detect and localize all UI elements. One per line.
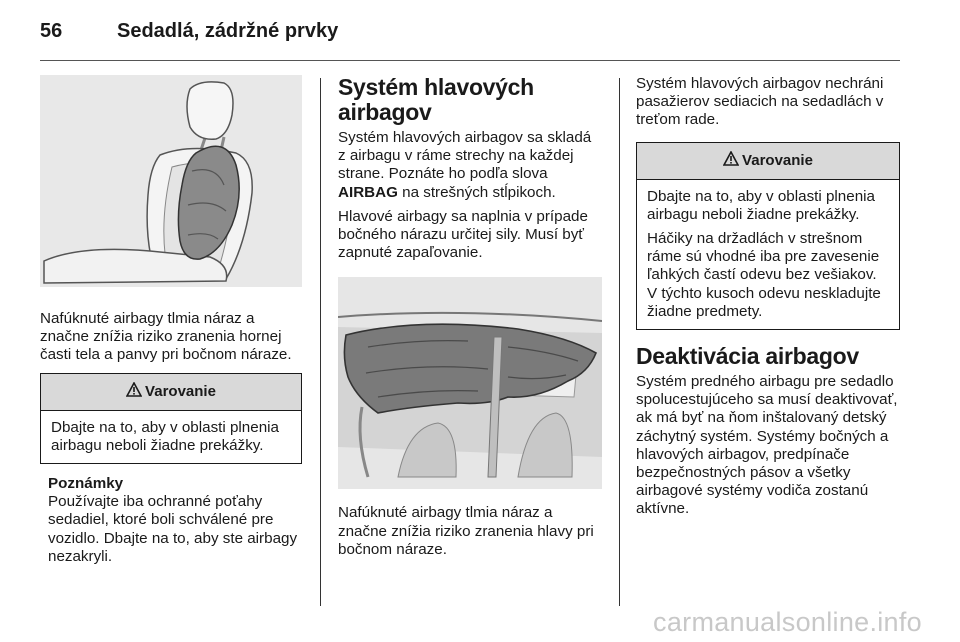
warning-title: Varovanie [145,383,216,401]
paragraph-text: Systém hlavových airbagov sa skladá z airbagu v ráme strechy na každej strane. Poznáte ho podľa slova [338,129,592,183]
curtain-airbag-figure [338,277,602,489]
body-paragraph [338,129,602,202]
seat-illustration [40,75,302,287]
curtain-airbag-illustration [338,277,602,489]
column-divider-left [320,78,321,606]
page-title: Sedadlá, zádržné prvky [117,20,339,42]
note-block [40,475,302,566]
header-rule [40,60,900,61]
column-left [40,75,302,566]
warning-box [40,373,302,464]
figure-caption: Nafúknuté airbagy tlmia náraz a značne znížia riziko zranenia hlavy pri bočnom náraze. [338,504,594,558]
warning-body [41,411,301,463]
column-divider-right [619,78,620,606]
body-paragraph: Systém predného airbagu pre sedadlo spolucestujúceho sa musí deaktivovať, ak má byť na ňom inštalovaný detský záchytný systém. Systémy bočných a hlavových airbagov, predpínače bezpečnostných pásov a všetky airbagové systémy vodiča zostanú aktívne. [636,373,898,518]
body-paragraph: Systém hlavových airbagov nechráni pasažierov sediacich na sedadlách v treťom rade. [636,75,884,129]
note-title: Poznámky [48,475,124,493]
warning-title: Varovanie [742,152,813,170]
airbag-label: AIRBAG [338,183,398,201]
warning-text: Háčiky na držadlách v strešnom ráme sú vhodné iba pre zavesenie ľahkých častí odevu bez vešiakov. V týchto kusoch odevu neskladujte žiadne predmety. [647,230,881,320]
section-heading: Systém hlavových airbagov [338,74,534,125]
seat-airbag-figure [40,75,302,287]
paragraph-text: na strešných stĺpikoch. [397,183,556,201]
body-paragraph: Hlavové airbagy sa naplnia v prípade bočného nárazu určitej sily. Musí byť zapnuté zapaľovanie. [338,207,588,262]
column-middle [338,75,602,559]
warning-box [636,142,900,330]
warning-text: Dbajte na to, aby v oblasti plnenia airbagu neboli žiadne prekážky. [51,418,279,454]
figure-caption: Nafúknuté airbagy tlmia náraz a značne znížia riziko zranenia hornej časti tela a panvy pri bočnom náraze. [40,310,292,364]
section-heading: Deaktivácia airbagov [636,343,859,370]
warning-text: Dbajte na to, aby v oblasti plnenia airbagu neboli žiadne prekážky. [647,187,875,223]
warning-triangle-icon [126,382,142,401]
note-text: Používajte iba ochranné poťahy sedadiel, ktoré boli schválené pre vozidlo. Dbajte na to, aby ste airbagy nezakryli. [48,493,298,565]
warning-header [41,374,301,411]
column-right [636,75,900,519]
warning-header [637,143,899,180]
page-number: 56 [40,20,63,42]
warning-triangle-icon [723,151,739,170]
watermark: carmanualsonline.info [653,607,922,637]
warning-body [637,180,899,329]
